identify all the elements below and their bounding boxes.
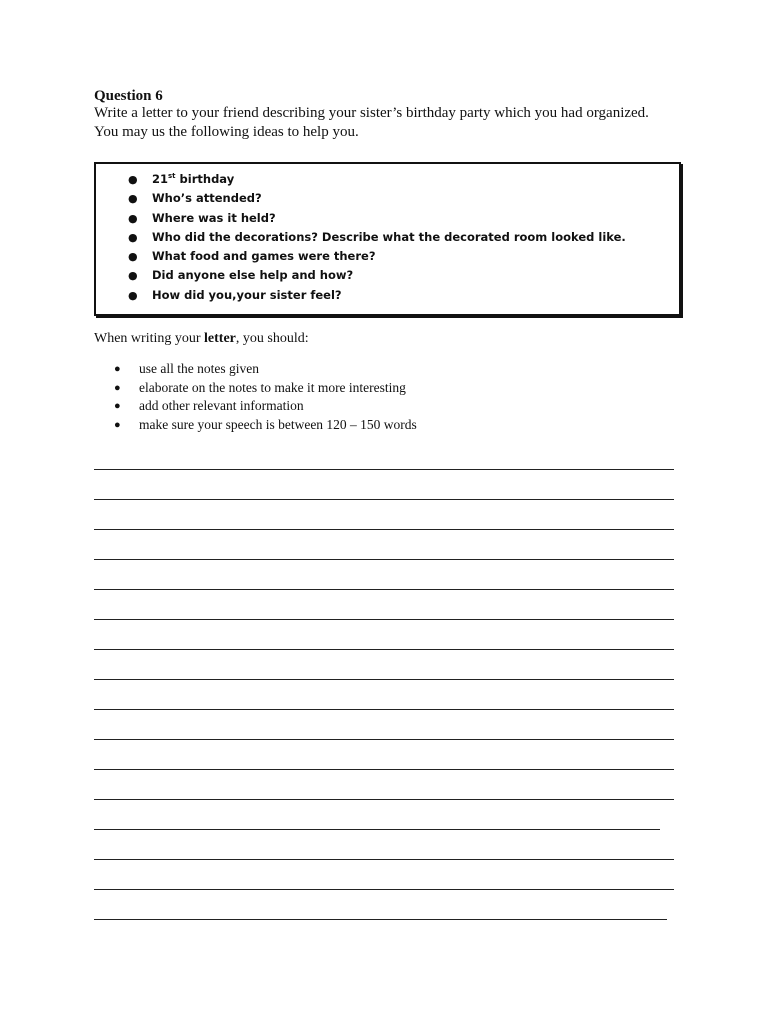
answer-line[interactable] bbox=[94, 739, 674, 740]
tip-text: add other relevant information bbox=[139, 398, 304, 414]
idea-text: How did you,your sister feel? bbox=[152, 287, 342, 302]
answer-line[interactable] bbox=[94, 799, 674, 800]
question-title: Question 6 bbox=[94, 88, 163, 104]
idea-text: Where was it held? bbox=[152, 210, 276, 225]
answer-line[interactable] bbox=[94, 679, 674, 680]
answer-line[interactable] bbox=[94, 559, 674, 560]
instruction-line-1: Write a letter to your friend describing your sister’s birthday party which you had organized. bbox=[94, 105, 649, 121]
answer-line[interactable] bbox=[94, 769, 674, 770]
answer-line[interactable] bbox=[94, 529, 674, 530]
tip-text: use all the notes given bbox=[139, 361, 259, 376]
idea-text: What food and games were there? bbox=[152, 249, 376, 264]
idea-text: Who’s attended? bbox=[152, 191, 262, 206]
tip-text: make sure your speech is between 120 – 150 words bbox=[139, 417, 417, 433]
answer-line[interactable] bbox=[94, 469, 674, 470]
bullet-icon: ● bbox=[114, 419, 121, 432]
answer-line[interactable] bbox=[94, 889, 674, 890]
answer-line[interactable] bbox=[94, 829, 660, 830]
idea-text-rest: birthday bbox=[175, 172, 235, 186]
answer-line[interactable] bbox=[94, 499, 674, 500]
intro-text-after: , you should: bbox=[235, 331, 309, 346]
idea-superscript: st bbox=[168, 172, 176, 181]
answer-lines bbox=[94, 0, 674, 1024]
bullet-icon: ● bbox=[128, 192, 138, 206]
bullet-icon: ● bbox=[114, 381, 121, 394]
bullet-icon: ● bbox=[128, 269, 138, 283]
idea-text: Who did the decorations? Describe what the decorated room looked like. bbox=[152, 229, 626, 244]
bullet-icon: ● bbox=[128, 288, 138, 302]
bullet-icon: ● bbox=[128, 230, 138, 244]
bullet-icon: ● bbox=[128, 211, 138, 225]
intro-text-bold: letter bbox=[204, 331, 236, 346]
idea-text: 21 bbox=[152, 172, 169, 186]
intro-text-before: When writing your bbox=[94, 331, 205, 346]
answer-line[interactable] bbox=[94, 589, 674, 590]
bullet-icon: ● bbox=[114, 400, 121, 413]
answer-line[interactable] bbox=[94, 859, 674, 860]
answer-line[interactable] bbox=[94, 709, 674, 710]
idea-text: Did anyone else help and how? bbox=[152, 268, 354, 283]
answer-line[interactable] bbox=[94, 619, 674, 620]
bullet-icon: ● bbox=[128, 173, 138, 186]
bullet-icon: ● bbox=[128, 250, 138, 264]
tip-text: elaborate on the notes to make it more interesting bbox=[139, 379, 406, 395]
bullet-icon: ● bbox=[114, 363, 121, 375]
answer-line[interactable] bbox=[94, 919, 667, 920]
answer-line[interactable] bbox=[94, 649, 674, 650]
instruction-line-2: You may us the following ideas to help you. bbox=[94, 124, 359, 140]
